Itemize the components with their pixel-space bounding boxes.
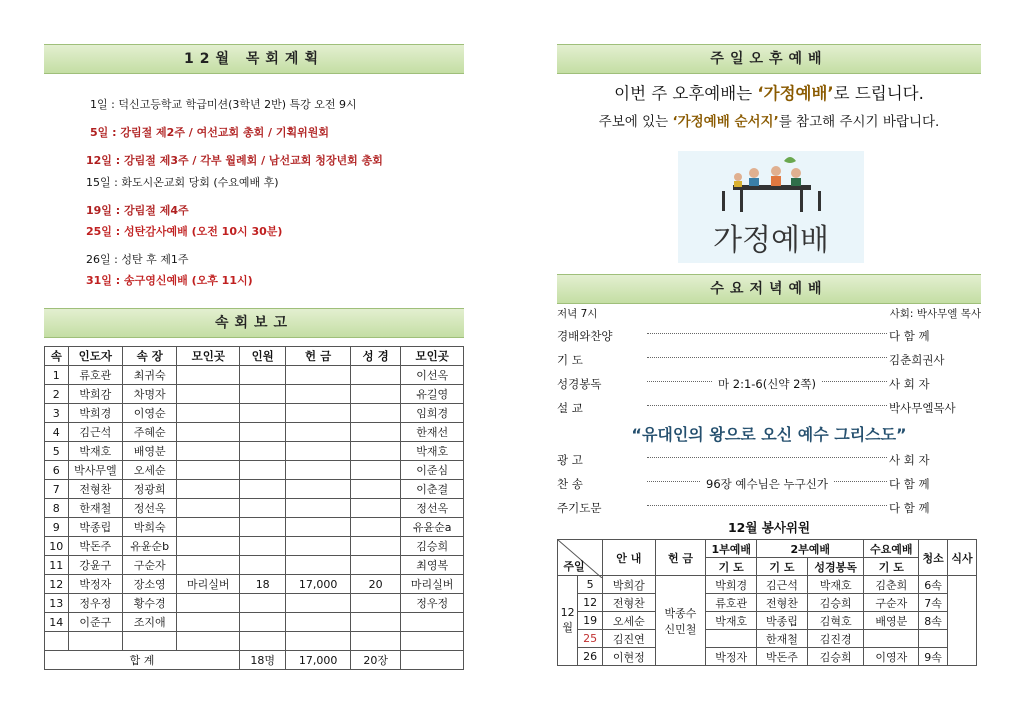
table-cell: 6속	[919, 576, 948, 594]
order-detail: 마 2:1-6(신약 2쪽)	[718, 377, 817, 391]
month-cell: 12월	[558, 576, 578, 666]
table-cell: 마리실버	[401, 575, 464, 594]
table-cell: 한재선	[401, 423, 464, 442]
plan-item: 5일 : 강림절 제2주 / 여선교회 총회 / 기획위원회	[90, 126, 330, 139]
order-line	[557, 400, 981, 416]
table-cell: 박돈주	[757, 648, 808, 666]
right-column	[557, 44, 981, 664]
total-label: 합 계	[45, 651, 240, 670]
table-cell: 8속	[919, 612, 948, 630]
offerer-name: 신민철	[664, 622, 697, 636]
col-header: 모인곳	[177, 347, 240, 366]
table-cell: 최귀숙	[123, 366, 177, 385]
col-header: 성 경	[350, 347, 400, 366]
table-cell: 박사무엘	[68, 461, 122, 480]
table-cell: 박희감	[68, 385, 122, 404]
table-cell	[177, 499, 240, 518]
table-cell: 2	[45, 385, 69, 404]
table-cell	[350, 461, 400, 480]
table-cell	[177, 404, 240, 423]
order-value: 박사무엘목사	[889, 401, 956, 415]
table-cell	[350, 404, 400, 423]
table-cell: 20	[350, 575, 400, 594]
order-value: 다 함 께	[889, 477, 930, 491]
guide-cell: 전형찬	[602, 594, 655, 612]
table-cell	[240, 461, 286, 480]
table-cell: 유길영	[401, 385, 464, 404]
notice-text: 로 드립니다.	[833, 84, 924, 103]
notice-text: 주보에 있는	[598, 114, 673, 130]
table-cell	[240, 613, 286, 632]
order-value: 다 함 께	[889, 329, 930, 343]
table-row	[558, 594, 977, 612]
table-cell: 주혜순	[123, 423, 177, 442]
table-cell	[350, 480, 400, 499]
wednesday-time: 저녁 7시	[557, 308, 598, 320]
plan-item: 31일 : 송구영신예배 (오후 11시)	[86, 274, 253, 287]
plan-title: 12월 목회계획	[44, 44, 464, 74]
table-cell	[350, 499, 400, 518]
order-value: 사 회 자	[889, 377, 930, 391]
table-cell	[350, 556, 400, 575]
table-cell: 7	[45, 480, 69, 499]
table-cell: 6	[45, 461, 69, 480]
table-cell: 8	[45, 499, 69, 518]
table-cell	[919, 630, 948, 648]
col-header: 헌 금	[286, 347, 351, 366]
order-value: 사 회 자	[889, 453, 930, 467]
dot-leader	[647, 357, 887, 358]
table-cell	[350, 423, 400, 442]
table-cell: 17,000	[286, 575, 351, 594]
table-cell	[177, 594, 240, 613]
table-cell	[350, 594, 400, 613]
order-label: 설 교	[557, 401, 583, 415]
table-cell: 5	[45, 442, 69, 461]
attendance-table	[44, 346, 464, 670]
order-value: 김춘희권사	[889, 353, 945, 367]
table-header-row	[45, 347, 464, 366]
table-cell: 박희숙	[123, 518, 177, 537]
plan-item: 26일 : 성탄 후 제1주	[86, 253, 189, 266]
second-service-header: 2부예배	[757, 540, 864, 558]
table-row	[45, 461, 464, 480]
table-cell	[177, 556, 240, 575]
notice-text: 를 참고해 주시기 바랍니다.	[778, 114, 940, 130]
dot-leader	[647, 333, 887, 334]
col-header: 인원	[240, 347, 286, 366]
table-cell: 박종립	[757, 612, 808, 630]
table-cell: 정우정	[68, 594, 122, 613]
plan-item: 12일 : 강림절 제3주 / 각부 월례회 / 남선교회 청장년회 총회	[86, 154, 383, 167]
table-cell: 박재호	[401, 442, 464, 461]
table-cell: 13	[45, 594, 69, 613]
table-row	[45, 537, 464, 556]
plan-item: 1일 : 덕신고등학교 학급미션(3학년 2반) 특강 오전 9시	[90, 98, 357, 111]
table-cell: 유윤순a	[401, 518, 464, 537]
table-cell: 김근석	[68, 423, 122, 442]
service-title: 12월 봉사위원	[727, 520, 811, 535]
table-cell	[401, 632, 464, 651]
table-cell: 한재철	[68, 499, 122, 518]
pray-header: 기 도	[757, 558, 808, 576]
table-cell: 김승희	[807, 648, 864, 666]
attendance-title: 속회보고	[44, 308, 464, 338]
table-row	[45, 594, 464, 613]
table-cell	[68, 632, 122, 651]
table-row	[45, 423, 464, 442]
guide-cell: 오세순	[602, 612, 655, 630]
table-cell: 박정자	[706, 648, 757, 666]
dot-leader	[647, 505, 887, 506]
table-row	[558, 630, 977, 648]
guide-cell: 김진연	[602, 630, 655, 648]
plan-item: 19일 : 강림절 제4주	[86, 204, 189, 217]
pray-header: 기 도	[864, 558, 919, 576]
table-cell: 박희경	[68, 404, 122, 423]
table-row	[558, 576, 977, 594]
table-cell: 최영복	[401, 556, 464, 575]
table-cell	[350, 385, 400, 404]
table-cell: 박재호	[68, 442, 122, 461]
table-cell: 14	[45, 613, 69, 632]
order-line	[557, 476, 981, 492]
first-service-header: 1부예배	[706, 540, 757, 558]
table-cell: 정광희	[123, 480, 177, 499]
dot-leader	[822, 381, 887, 382]
order-value: 다 함 께	[889, 501, 930, 515]
table-cell: 류호관	[706, 594, 757, 612]
table-cell: 7속	[919, 594, 948, 612]
table-cell: 10	[45, 537, 69, 556]
table-row	[45, 366, 464, 385]
table-cell	[240, 404, 286, 423]
table-cell: 정선옥	[123, 499, 177, 518]
table-cell	[286, 480, 351, 499]
table-cell: 1	[45, 366, 69, 385]
table-cell: 강윤구	[68, 556, 122, 575]
table-cell	[350, 613, 400, 632]
notice-text: 이번 주 오후예배는	[614, 84, 758, 103]
table-cell	[350, 366, 400, 385]
table-cell	[286, 613, 351, 632]
table-cell: 이준심	[401, 461, 464, 480]
table-cell	[240, 632, 286, 651]
table-row	[45, 480, 464, 499]
wednesday-presider: 사회: 박사무엘 목사	[889, 308, 981, 320]
table-cell: 조지애	[123, 613, 177, 632]
table-cell	[286, 499, 351, 518]
table-cell	[240, 518, 286, 537]
table-row	[45, 404, 464, 423]
table-cell: 11	[45, 556, 69, 575]
order-line	[557, 328, 981, 344]
order-label: 광 고	[557, 453, 583, 467]
offering-header: 헌 금	[655, 540, 706, 576]
table-cell	[177, 423, 240, 442]
table-cell	[240, 385, 286, 404]
afternoon-notice-1	[557, 80, 981, 104]
table-cell: 황수경	[123, 594, 177, 613]
total-bible: 20장	[350, 651, 400, 670]
table-cell: 구순자	[864, 594, 919, 612]
table-cell	[177, 480, 240, 499]
table-cell	[286, 461, 351, 480]
plan-item: 25일 : 성탄감사예배 (오전 10시 30분)	[86, 225, 283, 238]
table-row	[45, 575, 464, 594]
offerer-name: 박종수	[664, 606, 697, 620]
table-row	[45, 613, 464, 632]
week-header: 주일	[558, 540, 603, 576]
table-cell: 김근석	[757, 576, 808, 594]
wednesday-info	[557, 306, 981, 321]
day-cell: 25	[578, 630, 603, 648]
table-cell: 오세순	[123, 461, 177, 480]
order-label: 찬 송	[557, 477, 583, 491]
order-label: 경배와찬양	[557, 329, 613, 343]
table-cell: 3	[45, 404, 69, 423]
table-cell	[123, 632, 177, 651]
table-row	[45, 385, 464, 404]
table-cell: 9	[45, 518, 69, 537]
table-row	[45, 442, 464, 461]
table-cell: 이춘결	[401, 480, 464, 499]
family-table-icon	[678, 151, 864, 221]
col-header: 인도자	[68, 347, 122, 366]
table-cell	[286, 556, 351, 575]
table-row	[45, 499, 464, 518]
notice-emphasis: ‘가정예배 순서지’	[672, 114, 779, 130]
table-row	[558, 648, 977, 666]
table-cell	[240, 423, 286, 442]
wed-service-header: 수요예배	[864, 540, 919, 558]
meal-header: 식사	[948, 540, 977, 576]
service-table	[557, 539, 977, 666]
table-row	[45, 518, 464, 537]
table-cell	[240, 366, 286, 385]
table-cell	[240, 556, 286, 575]
guide-cell: 이현정	[602, 648, 655, 666]
table-cell	[864, 630, 919, 648]
table-cell	[240, 499, 286, 518]
table-cell: 박희경	[706, 576, 757, 594]
order-label: 기 도	[557, 353, 583, 367]
table-cell	[286, 385, 351, 404]
table-cell	[240, 537, 286, 556]
order-line	[557, 376, 981, 392]
col-header: 모인곳	[401, 347, 464, 366]
table-cell	[177, 366, 240, 385]
table-cell	[350, 442, 400, 461]
table-cell: 이선옥	[401, 366, 464, 385]
table-cell	[286, 404, 351, 423]
table-cell: 배영분	[864, 612, 919, 630]
table-cell: 류호관	[68, 366, 122, 385]
day-cell: 12	[578, 594, 603, 612]
col-header: 속	[45, 347, 69, 366]
clean-header: 청소	[919, 540, 948, 576]
table-cell: 유윤순b	[123, 537, 177, 556]
table-row	[45, 632, 464, 651]
total-offering: 17,000	[286, 651, 351, 670]
day-cell: 5	[578, 576, 603, 594]
dot-leader	[834, 481, 887, 482]
table-row	[45, 556, 464, 575]
dot-leader	[647, 381, 712, 382]
meal-cell	[948, 576, 977, 666]
table-cell: 이영순	[123, 404, 177, 423]
afternoon-notice-2	[557, 110, 981, 130]
table-cell: 김승희	[401, 537, 464, 556]
table-cell: 김승희	[807, 594, 864, 612]
table-cell: 구순자	[123, 556, 177, 575]
table-cell: 4	[45, 423, 69, 442]
table-cell	[177, 461, 240, 480]
afternoon-title: 주일오후예배	[557, 44, 981, 74]
table-cell	[177, 632, 240, 651]
family-worship-illustration	[678, 151, 864, 263]
col-header: 속 장	[123, 347, 177, 366]
total-count: 18명	[240, 651, 286, 670]
table-cell	[350, 537, 400, 556]
guide-header: 안 내	[602, 540, 655, 576]
notice-emphasis: ‘가정예배’	[757, 84, 834, 103]
table-cell: 박재호	[706, 612, 757, 630]
table-cell	[177, 442, 240, 461]
sermon-title: “유대인의 왕으로 오신 예수 그리스도”	[631, 425, 907, 444]
table-cell	[350, 518, 400, 537]
order-label: 주기도문	[557, 501, 602, 515]
order-detail: 96장 예수님은 누구신가	[706, 477, 828, 491]
table-cell	[286, 537, 351, 556]
table-cell: 박돈주	[68, 537, 122, 556]
total-empty	[401, 651, 464, 670]
table-cell: 정우정	[401, 594, 464, 613]
table-cell: 배영분	[123, 442, 177, 461]
table-cell	[286, 632, 351, 651]
offering-cell	[655, 576, 706, 666]
table-cell	[240, 480, 286, 499]
order-line	[557, 352, 981, 368]
image-title: 가정예배	[713, 223, 829, 258]
table-cell: 김진경	[807, 630, 864, 648]
table-cell	[45, 632, 69, 651]
table-cell: 김혁호	[807, 612, 864, 630]
table-cell	[286, 423, 351, 442]
left-column	[44, 44, 464, 667]
table-cell: 전형찬	[68, 480, 122, 499]
table-cell: 임희경	[401, 404, 464, 423]
table-cell: 이영자	[864, 648, 919, 666]
table-cell: 박정자	[68, 575, 122, 594]
table-cell: 9속	[919, 648, 948, 666]
table-cell: 전형찬	[757, 594, 808, 612]
table-row	[558, 612, 977, 630]
table-cell: 이준구	[68, 613, 122, 632]
table-cell	[286, 518, 351, 537]
order-label: 성경봉독	[557, 377, 602, 391]
dot-leader	[647, 457, 887, 458]
table-cell: 장소영	[123, 575, 177, 594]
table-cell: 정선옥	[401, 499, 464, 518]
dot-leader	[647, 405, 887, 406]
day-cell: 19	[578, 612, 603, 630]
table-cell	[240, 594, 286, 613]
table-cell	[177, 537, 240, 556]
order-line	[557, 500, 981, 516]
table-cell	[286, 366, 351, 385]
table-cell	[706, 630, 757, 648]
table-cell	[350, 632, 400, 651]
total-row	[45, 651, 464, 670]
table-cell	[177, 518, 240, 537]
order-line	[557, 452, 981, 468]
table-cell: 12	[45, 575, 69, 594]
dot-leader	[647, 481, 700, 482]
table-cell	[401, 613, 464, 632]
table-cell: 차명자	[123, 385, 177, 404]
plan-item: 15일 : 화도시온교회 당회 (수요예배 후)	[86, 176, 279, 189]
table-cell: 18	[240, 575, 286, 594]
table-cell: 마리실버	[177, 575, 240, 594]
table-cell	[177, 613, 240, 632]
table-cell	[177, 385, 240, 404]
table-cell: 김춘희	[864, 576, 919, 594]
wednesday-title: 수요저녁예배	[557, 274, 981, 304]
table-cell	[286, 594, 351, 613]
pray-header: 기 도	[706, 558, 757, 576]
table-cell	[240, 442, 286, 461]
table-cell: 박재호	[807, 576, 864, 594]
table-cell: 박종립	[68, 518, 122, 537]
day-cell: 26	[578, 648, 603, 666]
guide-cell: 박희감	[602, 576, 655, 594]
read-header: 성경봉독	[807, 558, 864, 576]
table-cell: 한재철	[757, 630, 808, 648]
table-cell	[286, 442, 351, 461]
